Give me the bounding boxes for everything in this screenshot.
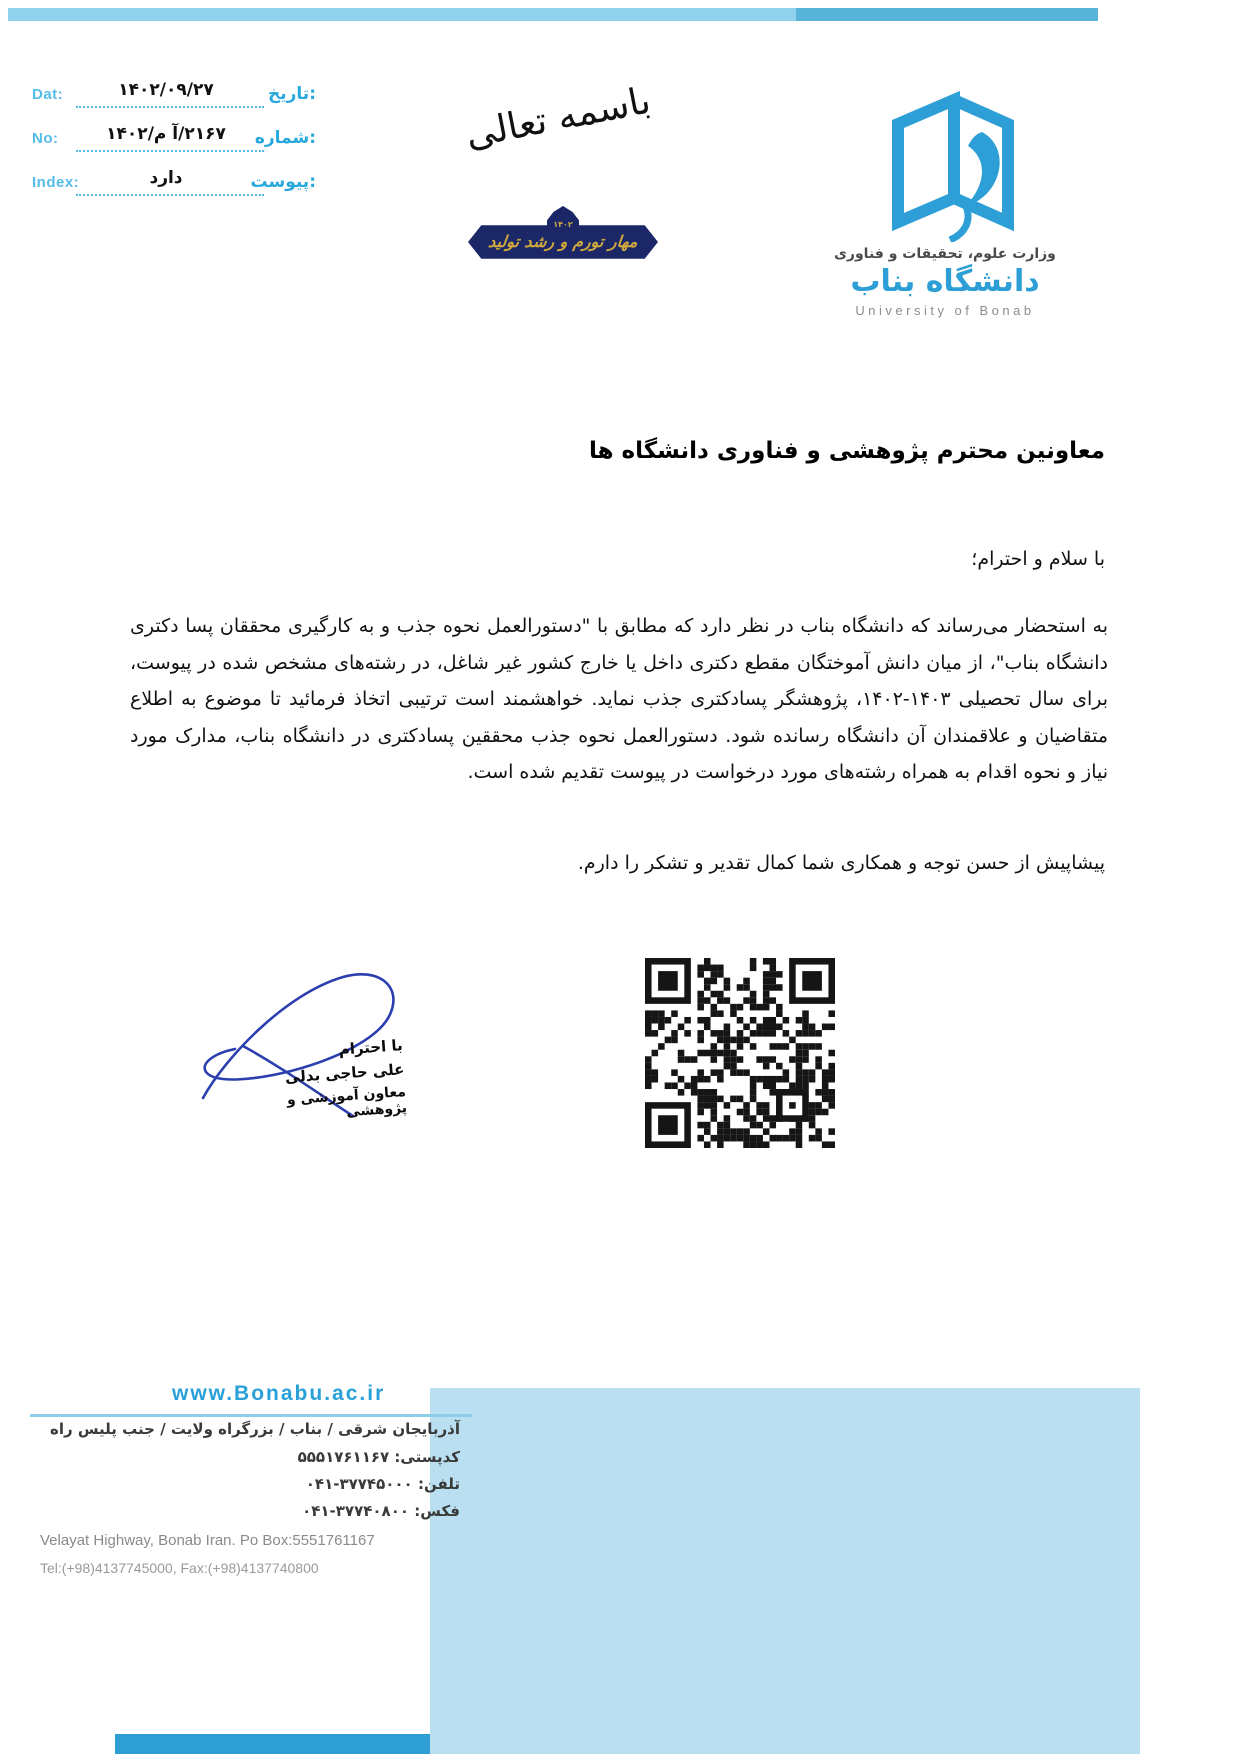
university-name-fa: دانشگاه بناب [850, 264, 1040, 299]
date-dotted-line [76, 106, 264, 108]
logo-tail [950, 206, 968, 240]
website-link[interactable]: www.Bonabu.ac.ir [172, 1382, 386, 1405]
salutation-line: با سلام و احترام؛ [971, 548, 1105, 570]
university-name-en: University of Bonab [855, 303, 1035, 318]
year-slogan-banner [468, 212, 658, 264]
letter-body: به استحضار می‌رساند که دانشگاه بناب در نظر دارد که مطابق با "دستورالعمل نحوه جذب و به کارگیری محققان پسا دکتری دانشگاه بناب"، از میان دانش آموختگان مقطع دکتری داخل یا خارج کشور غیر شاغل، در رشته‌های مشخص شده در پیوست، برای سال تحصیلی ۱۴۰۳-۱۴۰۲، پژوهشگر پسادکتری جذب نماید. خواهشمند است ترتیبی اتخاذ فرمائید تا موضوع به اطلاع متقاضیان و علاقمندان آن دانشگاه رسانده شود. دستورالعمل نحوه جذب محققین پسادکتری در دانشگاه بناب، مدارک مورد نیاز و نحوه اقدام به همراه رشته‌های مورد درخواست در پیوست تقدیم شده است. [130, 615, 1108, 783]
attachment-value: دارد [149, 168, 183, 188]
signatory-title: معاون آموزشی و پژوهشی [286, 1084, 408, 1121]
qr-code [645, 958, 835, 1148]
website-underline [30, 1414, 472, 1417]
date-label-fa: تاریخ: [267, 84, 316, 104]
ministry-name: وزارت علوم، تحقیقات و فناوری [834, 246, 1056, 262]
besmele-calligraphy: باسمه تعالی [462, 78, 654, 157]
closing-line: پیشاپیش از حسن توجه و همکاری شما کمال تقدیر و تشکر را دارم. [577, 852, 1105, 874]
logo-swoosh [966, 132, 1000, 206]
attachment-field [28, 164, 316, 208]
signature-respect: با احترام [338, 1036, 404, 1059]
bottom-bar-dark [115, 1734, 430, 1754]
banner-slogan: مهار تورم و رشد تولید [487, 232, 639, 251]
attachment-dotted-line [76, 194, 264, 196]
number-label-fa: شماره: [254, 128, 316, 148]
attachment-label-fa: پیوست: [250, 172, 316, 192]
signatory-name: علی حاجی بدلی [284, 1060, 405, 1087]
address-fa: آذربایجان شرقی / بناب / بزرگراه ولایت / جنب پلیس راه [50, 1420, 460, 1438]
top-bar-dark [796, 8, 1098, 21]
open-book-logo-icon [870, 80, 1020, 242]
number-field [28, 120, 316, 164]
number-label-en: No: [32, 130, 59, 147]
fax-fa: فکس: ۳۷۷۴۰۸۰۰-۰۴۱ [302, 1502, 460, 1520]
phone-fa: تلفن: ۳۷۷۴۵۰۰۰-۰۴۱ [305, 1475, 460, 1493]
date-field [28, 76, 316, 120]
number-dotted-line [76, 150, 264, 152]
recipient-heading: معاونین محترم پژوهشی و فناوری دانشگاه ها [588, 438, 1105, 464]
footer-panel [430, 1388, 1140, 1754]
address-en: Velayat Highway, Bonab Iran. Po Box:5551761167 [40, 1532, 375, 1549]
number-value: ۲۱۶۷/آ م/۱۴۰۲ [106, 124, 226, 144]
top-bar-light [8, 8, 796, 21]
attachment-label-en: Index: [32, 174, 80, 191]
header-fields [28, 76, 316, 208]
tel-fax-en: Tel:(+98)4137745000, Fax:(+98)4137740800 [40, 1560, 319, 1576]
signature-block [232, 1036, 407, 1128]
banner-year: ۱۴۰۲ [553, 220, 573, 229]
date-value: ۱۴۰۲/۰۹/۲۷ [118, 80, 214, 100]
date-label-en: Dat: [32, 86, 64, 103]
university-logo-block [820, 80, 1070, 318]
postal-code-fa: کدپستی: ۵۵۵۱۷۶۱۱۶۷ [297, 1448, 460, 1466]
